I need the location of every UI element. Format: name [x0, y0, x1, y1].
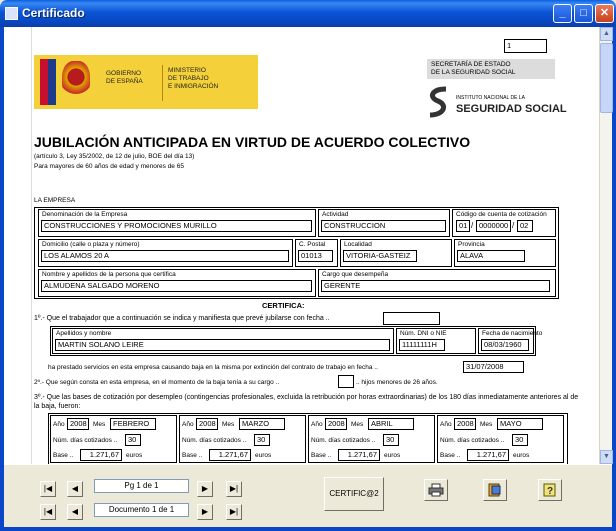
help-button[interactable]: [538, 479, 562, 501]
fecha-jubilacion-field[interactable]: [383, 312, 440, 325]
base-mes-field[interactable]: MARZO: [239, 418, 285, 430]
base-dias-field[interactable]: 30: [125, 434, 141, 446]
prev-page-button[interactable]: ◀: [67, 481, 83, 497]
paragraph-3: 3º.- Que las bases de cotización por desempleo (contingencias profesionales, excluida la retribución por horas extraordinarias) de los 180 días inmediatamente anteriores al de la baja, fueron:: [34, 394, 579, 410]
subtitle-age: Para mayores de 60 años de edad y menores de 65: [34, 163, 184, 170]
dni-field[interactable]: 11111111H: [399, 339, 445, 351]
cargo-field[interactable]: GERENTE: [321, 280, 550, 292]
maximize-button[interactable]: □: [574, 4, 593, 23]
page-number-field[interactable]: 1: [504, 39, 547, 53]
base-importe-field[interactable]: 1.271,67: [467, 449, 509, 461]
base-mes-field[interactable]: ABRIL: [368, 418, 414, 430]
print-button[interactable]: [424, 479, 448, 501]
paragraph-1b: ha prestado servicios en esta empresa causando baja en la misma por extinción del contrato de trabajo en fecha ..: [48, 364, 378, 371]
trabajador-nombre-field[interactable]: MARTIN SOLANO LEIRE: [55, 339, 390, 351]
secretaria-label: SECRETARÍA DE ESTADO DE LA SEGURIDAD SOCIAL: [427, 59, 555, 79]
fecha-nacimiento-field[interactable]: 08/03/1960: [481, 339, 529, 351]
gobierno-logo: [34, 55, 258, 109]
paragraph-1: 1º.- Que el trabajador que a continuación se indica y manifiesta que prevé jubilarse con fecha ..: [34, 315, 330, 322]
next-document-button[interactable]: ▶: [197, 504, 213, 520]
base-importe-field[interactable]: 1.271,67: [209, 449, 251, 461]
document-indicator: Documento 1 de 1: [94, 503, 189, 517]
base-dias-field[interactable]: 30: [383, 434, 399, 446]
domicilio-field[interactable]: LOS ALAMOS 20 A: [41, 250, 289, 262]
app-icon: [5, 7, 18, 20]
ccc-field-1[interactable]: 01: [456, 220, 470, 232]
coat-of-arms-icon: [62, 61, 90, 101]
certifica-heading: CERTIFICA:: [262, 301, 305, 310]
document-page: GOBIERNO DE ESPAÑA MINISTERIO DE TRABAJO E INMIGRACIÓN 1 SECRETARÍA DE ESTADO DE LA SEGURIDAD SOCIAL INSTITUTO NACIONAL DE LA SEGURIDAD SOCIAL JUBILACIÓN ANTICIPADA EN VIRTUD DE ACUERDO COLECTIVO (artículo 3, Ley 35/2002, de 12 de julio, BOE del día 13) Para mayores de 60 años de edad y menores de 65 LA EMPRESA Denominación de la Empresa CONSTRUCCIONES Y PROMOCIONES MURILLO Actividad CONSTRUCCION Código de cuenta de cotización 01 / 0000000 / 02 Domicilio (calle o plaza y número) LOS ALAMOS 20 A C. Postal 01013 Localidad VITORIA-GASTEIZ Provincia ALAVA Nombre y apellidos de la persona que certifica ALMUDENA SALGADO MORENO Cargo que desempeña GERENTE CERTIFICA: 1º.- Que el trabajador que a continuación se indica y manifiesta que prevé jubilarse con fecha .. Apellidos y nombre MARTIN SOLANO LEIRE Núm. DNI o NIE 11111111H Fecha de nacimiento 08/03/1960 ha prestado servicios en esta empresa causando baja en la misma por extinción del contrato de trabajo en fecha .. 31/07/2008 2º.- Que según consta en esta empresa, en el momento de la baja tenía a su cargo .. .. hijos menores de 26 años. 3º.- Que las bases de cotización por desempleo (contingencias profesionales, excluida la retribución por horas extraordinarias) de los 180 días inmediatamente anteriores al de la baja, fueron: Año 2008 Mes FEBRERO Núm. días cotizados .. 30 Base .. 1.271,67 euros Año 2008 Mes MARZO Núm. días cotizados .. 30 Base .. 1.271,67 euros Año 2008 Mes ABRIL Núm. días cotizados .. 30 Base .. 1.271,67 euros Año 2008 Mes MAYO Núm. días cotizados .. 30 Base .. 1.271,67 euros: [4, 27, 599, 464]
gobierno-text: GOBIERNO DE ESPAÑA: [106, 70, 143, 85]
vertical-scrollbar[interactable]: [599, 27, 612, 464]
localidad-field[interactable]: VITORIA-GASTEIZ: [343, 250, 417, 262]
first-document-button[interactable]: |◀: [40, 504, 56, 520]
empresa-section-label: LA EMPRESA: [34, 197, 76, 204]
close-button[interactable]: ✕: [595, 4, 614, 23]
ministerio-text: MINISTERIO DE TRABAJO E INMIGRACIÓN: [168, 67, 219, 90]
base-anio-field[interactable]: 2008: [325, 418, 347, 430]
ccc-field-3[interactable]: 02: [517, 220, 533, 232]
page-indicator: Pg 1 de 1: [94, 479, 189, 493]
paragraph-2: 2º.- Que según consta en esta empresa, en el momento de la baja tenía a su cargo ..: [34, 379, 280, 386]
base-dias-field[interactable]: 30: [512, 434, 528, 446]
last-document-button[interactable]: ▶|: [226, 504, 242, 520]
next-page-button[interactable]: ▶: [197, 481, 213, 497]
hijos-field[interactable]: [338, 375, 354, 388]
nombre-certificante-field[interactable]: ALMUDENA SALGADO MORENO: [41, 280, 312, 292]
subtitle-law: (artículo 3, Ley 35/2002, de 12 de julio, BOE del día 13): [34, 153, 195, 160]
scroll-up-button[interactable]: ▲: [600, 27, 613, 41]
cpostal-field[interactable]: 01013: [298, 250, 333, 262]
scroll-down-button[interactable]: ▼: [600, 450, 613, 464]
last-page-button[interactable]: ▶|: [226, 481, 242, 497]
first-page-button[interactable]: |◀: [40, 481, 56, 497]
base-importe-field[interactable]: 1.271,67: [80, 449, 122, 461]
base-anio-field[interactable]: 2008: [454, 418, 476, 430]
title-bar: [0, 0, 616, 27]
printer-icon: [428, 483, 444, 497]
bottom-toolbar: [4, 464, 612, 527]
base-importe-field[interactable]: 1.271,67: [338, 449, 380, 461]
prev-document-button[interactable]: ◀: [67, 504, 83, 520]
base-anio-field[interactable]: 2008: [67, 418, 89, 430]
base-dias-field[interactable]: 30: [254, 434, 270, 446]
minimize-button[interactable]: _: [553, 4, 572, 23]
export-icon: [487, 483, 503, 497]
fecha-baja-field[interactable]: 31/07/2008: [463, 361, 524, 373]
ccc-field-2[interactable]: 0000000: [476, 220, 511, 232]
svg-text:?: ?: [547, 486, 554, 497]
base-mes-field[interactable]: FEBRERO: [110, 418, 156, 430]
base-mes-field[interactable]: MAYO: [497, 418, 543, 430]
actividad-field[interactable]: CONSTRUCCION: [321, 220, 446, 232]
certific-button[interactable]: CERTIFIC@2: [324, 477, 384, 511]
scroll-thumb[interactable]: [600, 43, 613, 113]
provincia-field[interactable]: ALAVA: [457, 250, 525, 262]
window-title: Certificado: [22, 6, 85, 20]
denominacion-field[interactable]: CONSTRUCCIONES Y PROMOCIONES MURILLO: [41, 220, 312, 232]
document-title: JUBILACIÓN ANTICIPADA EN VIRTUD DE ACUERDO COLECTIVO: [34, 134, 471, 150]
seguridad-social-logo: INSTITUTO NACIONAL DE LA SEGURIDAD SOCIAL: [424, 83, 556, 123]
help-icon: [542, 483, 558, 497]
export-button[interactable]: [483, 479, 507, 501]
base-anio-field[interactable]: 2008: [196, 418, 218, 430]
